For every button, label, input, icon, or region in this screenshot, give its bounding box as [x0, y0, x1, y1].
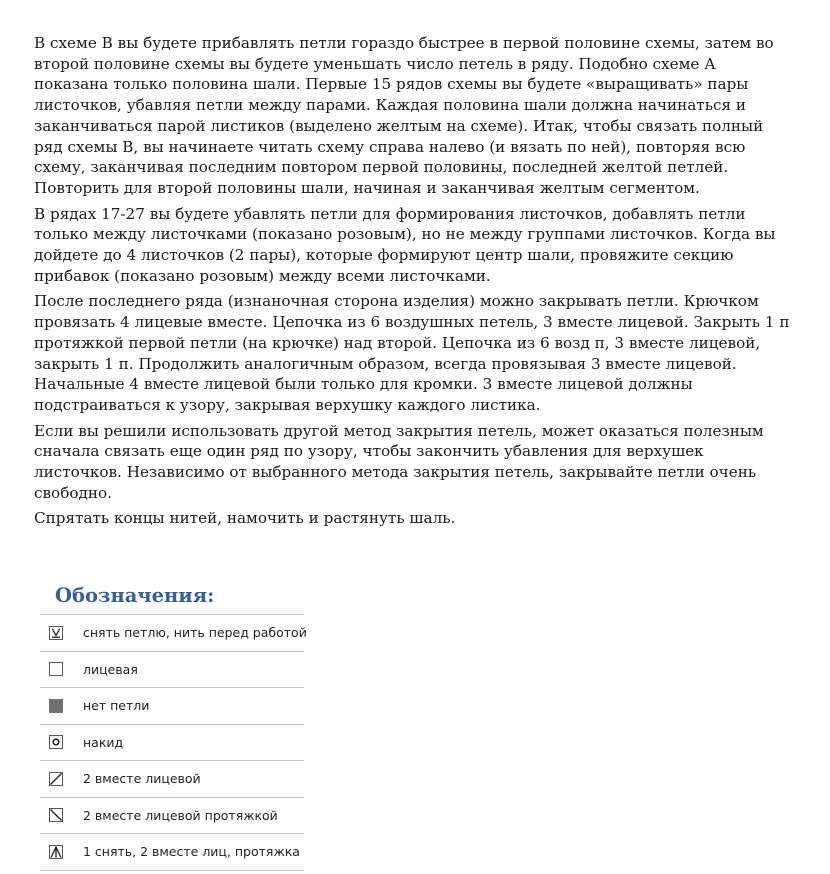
legend-label: 1 снять, 2 вместе лиц, протяжка: [83, 844, 300, 860]
legend-row: [40, 761, 304, 798]
yarn-over-icon: [49, 735, 63, 749]
legend-label: снять петлю, нить перед работой: [83, 625, 307, 641]
legend-label: 2 вместе лицевой: [83, 771, 201, 787]
legend-title: Обозначения:: [55, 584, 215, 607]
paragraph-chart-b: В схеме B вы будете прибавлять петли гораздо быстрее в первой половине схемы, затем во второй половине схемы вы будете уменьшать число петель в ряду. Подобно схеме А показана только половина шали. Первые 15 рядов схемы вы будете «выращивать» пары листочков, убавляя петли между парами. Каждая половина шали должна начинаться и заканчиваться парой листиков (выделено желтым на схеме). Итак, чтобы связать полный ряд схемы В, вы начинаете читать схему справа налево (и вязать по ней), повторяя всю схему, заканчивая последним повтором первой половины, последней желтой петлей. Повторить для второй половины шали, начиная и заканчивая желтым сегментом.: [34, 34, 774, 197]
ssk-icon: [49, 808, 63, 822]
paragraph-alt-bind-off: Если вы решили использовать другой метод закрытия петель, может оказаться полезным сначала связать еще один ряд по узору, чтобы закончить убавления для верхушек листочков. Независимо от выбранного метода закрытия петель, закрывайте петли очень свободно.: [34, 421, 764, 502]
no-stitch-icon: [49, 699, 63, 713]
legend-label: накид: [83, 734, 124, 750]
legend-label: нет петли: [83, 698, 150, 714]
legend-row: [40, 834, 304, 871]
legend-table: [40, 614, 307, 871]
paragraph-rows-17-27: В рядах 17-27 вы будете убавлять петли для формирования листочков, добавлять петли только между листочками (показано розовым), но не между группами листочков. Когда вы дойдете до 4 листочков (2 пары), которые формируют центр шали, провяжите секцию прибавок (показано розовым) между всеми листочками.: [34, 204, 776, 285]
legend-row: [40, 652, 304, 689]
legend-row: [40, 688, 304, 725]
instructions-text: [34, 33, 790, 534]
k2tog-icon: [49, 772, 63, 786]
legend-label: 2 вместе лицевой протяжкой: [83, 807, 278, 823]
paragraph-finishing: Спрятать концы нитей, намочить и растянуть шаль.: [34, 509, 456, 528]
legend-row: [40, 725, 304, 762]
paragraph-bind-off: После последнего ряда (изнаночная сторона изделия) можно закрывать петли. Крючком провязать 4 лицевые вместе. Цепочка из 6 воздушных петель, 3 вместе лицевой. Закрыть 1 п протяжкой первой петли (на крючке) над второй. Цепочка из 6 возд п, 3 вместе лицевой, закрыть 1 п. Продолжить аналогичным образом, всегда провязывая 3 вместе лицевой. Начальные 4 вместе лицевой были только для кромки. 3 вместе лицевой должны подстраиваться к узору, закрывая верхушку каждого листика.: [34, 292, 790, 414]
legend-label: лицевая: [83, 661, 138, 677]
knit-icon: [49, 662, 63, 676]
s1-k2tog-psso-icon: [49, 845, 63, 859]
legend-row: [40, 614, 307, 652]
legend-row: [40, 798, 304, 835]
slip-wyif-icon: [49, 626, 63, 640]
